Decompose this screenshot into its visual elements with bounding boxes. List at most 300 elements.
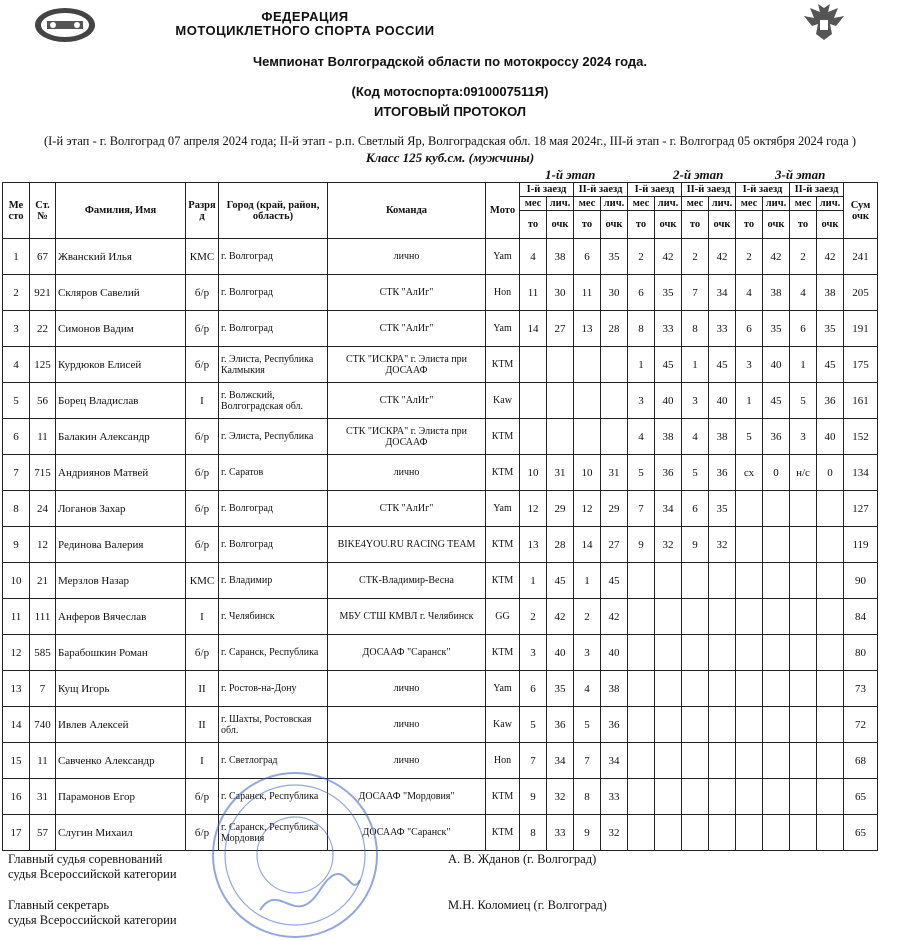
- moto-cell: Kaw: [486, 707, 520, 743]
- position-cell: 10: [574, 455, 601, 491]
- position-cell: 5: [520, 707, 547, 743]
- col-sum: Сум очк: [844, 183, 878, 239]
- stage-3-label: 3-й этап: [775, 167, 826, 182]
- table-row: [3, 455, 878, 491]
- position-cell: 6: [790, 311, 817, 347]
- position-cell: 7: [574, 743, 601, 779]
- points-cell: [709, 707, 736, 743]
- position-cell: [682, 743, 709, 779]
- points-cell: 32: [547, 779, 574, 815]
- position-cell: 14: [574, 527, 601, 563]
- sum-cell: 241: [844, 239, 878, 275]
- position-cell: [736, 815, 763, 851]
- table-row: [3, 779, 878, 815]
- position-cell: 6: [628, 275, 655, 311]
- points-cell: 35: [547, 671, 574, 707]
- points-cell: 36: [763, 419, 790, 455]
- moto-cell: КТМ: [486, 455, 520, 491]
- points-cell: 34: [547, 743, 574, 779]
- points-cell: [655, 563, 682, 599]
- table-row: [3, 743, 878, 779]
- championship-title: Чемпионат Волгоградской области по мотокроссу 2024 года.: [253, 54, 647, 69]
- points-cell: [763, 743, 790, 779]
- team-cell: СТК "ИСКРА" г. Элиста при ДОСААФ: [328, 347, 486, 383]
- city-cell: г. Волжский, Волгоградская обл.: [219, 383, 328, 419]
- position-cell: 6: [682, 491, 709, 527]
- position-cell: 5: [736, 419, 763, 455]
- points-cell: [763, 599, 790, 635]
- points-cell: 35: [655, 275, 682, 311]
- position-cell: 5: [628, 455, 655, 491]
- points-cell: 32: [601, 815, 628, 851]
- team-cell: ДОСААФ "Мордовия": [328, 779, 486, 815]
- position-cell: 11: [574, 275, 601, 311]
- city-cell: г. Саранск, Республика Мордовия: [219, 815, 328, 851]
- number-cell: 715: [30, 455, 56, 491]
- points-cell: [763, 527, 790, 563]
- team-cell: лично: [328, 707, 486, 743]
- points-cell: 36: [655, 455, 682, 491]
- points-cell: [655, 671, 682, 707]
- col-position-sub: то: [682, 211, 709, 239]
- points-cell: [817, 563, 844, 599]
- moto-cell: Hon: [486, 743, 520, 779]
- number-cell: 585: [30, 635, 56, 671]
- position-cell: 2: [628, 239, 655, 275]
- position-cell: 1: [682, 347, 709, 383]
- place-cell: 4: [3, 347, 30, 383]
- number-cell: 67: [30, 239, 56, 275]
- col-points-sub: лич.: [817, 197, 844, 211]
- team-cell: лично: [328, 455, 486, 491]
- col-points-sub: очк: [655, 211, 682, 239]
- position-cell: [790, 743, 817, 779]
- position-cell: 12: [520, 491, 547, 527]
- points-cell: 40: [601, 635, 628, 671]
- position-cell: 1: [790, 347, 817, 383]
- stage-2-label: 2-й этап: [673, 167, 724, 182]
- number-cell: 740: [30, 707, 56, 743]
- position-cell: 8: [628, 311, 655, 347]
- col-heat: I-й заезд: [520, 183, 574, 197]
- officials-names: А. В. Жданов (г. Волгоград) М.Н. Коломиец (г. Волгоград): [448, 852, 607, 912]
- points-cell: [763, 635, 790, 671]
- number-cell: 24: [30, 491, 56, 527]
- place-cell: 14: [3, 707, 30, 743]
- sum-cell: 152: [844, 419, 878, 455]
- points-cell: 45: [601, 563, 628, 599]
- points-cell: [709, 671, 736, 707]
- points-cell: [655, 743, 682, 779]
- points-cell: 45: [817, 347, 844, 383]
- points-cell: [763, 707, 790, 743]
- points-cell: 34: [601, 743, 628, 779]
- position-cell: 6: [736, 311, 763, 347]
- team-cell: ДОСААФ "Саранск": [328, 635, 486, 671]
- moto-cell: КТМ: [486, 527, 520, 563]
- col-city: Город (край, район, область): [219, 183, 328, 239]
- number-cell: 22: [30, 311, 56, 347]
- position-cell: 4: [628, 419, 655, 455]
- points-cell: 45: [763, 383, 790, 419]
- moto-cell: Hon: [486, 275, 520, 311]
- team-cell: СТК-Владимир-Весна: [328, 563, 486, 599]
- team-cell: СТК "АлИг": [328, 311, 486, 347]
- col-position-sub: то: [790, 211, 817, 239]
- points-cell: 42: [601, 599, 628, 635]
- position-cell: 8: [520, 815, 547, 851]
- points-cell: 45: [655, 347, 682, 383]
- col-place: Ме сто: [3, 183, 30, 239]
- position-cell: 2: [682, 239, 709, 275]
- position-cell: [682, 779, 709, 815]
- city-cell: г. Саранск, Республика: [219, 635, 328, 671]
- table-row: [3, 815, 878, 851]
- points-cell: 0: [817, 455, 844, 491]
- place-cell: 16: [3, 779, 30, 815]
- points-cell: 28: [547, 527, 574, 563]
- points-cell: 35: [763, 311, 790, 347]
- col-team: Команда: [328, 183, 486, 239]
- number-cell: 31: [30, 779, 56, 815]
- position-cell: 2: [790, 239, 817, 275]
- position-cell: [736, 527, 763, 563]
- moto-cell: Yam: [486, 671, 520, 707]
- position-cell: 6: [520, 671, 547, 707]
- position-cell: [736, 491, 763, 527]
- name-cell: Кущ Игорь: [56, 671, 186, 707]
- stages-info: (I-й этап - г. Волгоград 07 апреля 2024 года; II-й этап - р.п. Светлый Яр, Волгоградская обл. 18 мая 2024г., III-й этап - г. Волгоград 05 октября 2024 года ): [43, 134, 857, 148]
- points-cell: 0: [763, 455, 790, 491]
- name-cell: Симонов Вадим: [56, 311, 186, 347]
- position-cell: [628, 671, 655, 707]
- position-cell: 4: [520, 239, 547, 275]
- table-row: [3, 527, 878, 563]
- sum-cell: 84: [844, 599, 878, 635]
- points-cell: 40: [547, 635, 574, 671]
- position-cell: 14: [520, 311, 547, 347]
- position-cell: 10: [520, 455, 547, 491]
- col-moto: Мото: [486, 183, 520, 239]
- col-position-sub: то: [628, 211, 655, 239]
- col-heat: II-й заезд: [574, 183, 628, 197]
- position-cell: 7: [520, 743, 547, 779]
- position-cell: 3: [520, 635, 547, 671]
- team-cell: BIKE4YOU.RU RACING TEAM: [328, 527, 486, 563]
- position-cell: 4: [736, 275, 763, 311]
- points-cell: 27: [547, 311, 574, 347]
- name-cell: Мерзлов Назар: [56, 563, 186, 599]
- points-cell: [655, 599, 682, 635]
- class-label: Класс 125 куб.см. (мужчины): [365, 150, 535, 165]
- position-cell: 1: [628, 347, 655, 383]
- rank-cell: I: [186, 383, 219, 419]
- place-cell: 5: [3, 383, 30, 419]
- rank-cell: II: [186, 707, 219, 743]
- team-cell: СТК "АлИг": [328, 491, 486, 527]
- points-cell: [817, 599, 844, 635]
- name-cell: Анферов Вячеслав: [56, 599, 186, 635]
- col-position-sub: мес: [628, 197, 655, 211]
- position-cell: н/с: [790, 455, 817, 491]
- position-cell: 5: [574, 707, 601, 743]
- position-cell: [628, 635, 655, 671]
- name-cell: Рединова Валерия: [56, 527, 186, 563]
- col-position-sub: мес: [736, 197, 763, 211]
- points-cell: [601, 347, 628, 383]
- rank-cell: КМС: [186, 239, 219, 275]
- position-cell: 1: [574, 563, 601, 599]
- col-position-sub: мес: [682, 197, 709, 211]
- city-cell: г. Волгоград: [219, 275, 328, 311]
- table-row: [3, 275, 878, 311]
- city-cell: г. Элиста, Республика: [219, 419, 328, 455]
- points-cell: 35: [817, 311, 844, 347]
- points-cell: 42: [655, 239, 682, 275]
- col-heat: I-й заезд: [736, 183, 790, 197]
- points-cell: [709, 635, 736, 671]
- points-cell: 30: [601, 275, 628, 311]
- name-cell: Курдюков Елисей: [56, 347, 186, 383]
- points-cell: [817, 743, 844, 779]
- position-cell: 13: [520, 527, 547, 563]
- col-heat: II-й заезд: [790, 183, 844, 197]
- position-cell: 13: [574, 311, 601, 347]
- rank-cell: б/р: [186, 527, 219, 563]
- points-cell: 40: [709, 383, 736, 419]
- rank-cell: б/р: [186, 419, 219, 455]
- number-cell: 111: [30, 599, 56, 635]
- sum-cell: 175: [844, 347, 878, 383]
- name-cell: Борец Владислав: [56, 383, 186, 419]
- points-cell: [817, 635, 844, 671]
- points-cell: 28: [601, 311, 628, 347]
- federation-title: ФЕДЕРАЦИЯ МОТОЦИКЛЕТНОГО СПОРТА РОССИИ: [175, 9, 435, 38]
- points-cell: 38: [655, 419, 682, 455]
- position-cell: 2: [520, 599, 547, 635]
- city-cell: г. Шахты, Ростовская обл.: [219, 707, 328, 743]
- number-cell: 921: [30, 275, 56, 311]
- city-cell: г. Саранск, Республика: [219, 779, 328, 815]
- position-cell: 9: [574, 815, 601, 851]
- number-cell: 11: [30, 419, 56, 455]
- number-cell: 12: [30, 527, 56, 563]
- table-row: [3, 599, 878, 635]
- col-position-sub: то: [736, 211, 763, 239]
- team-cell: лично: [328, 671, 486, 707]
- points-cell: [763, 491, 790, 527]
- col-position-sub: мес: [790, 197, 817, 211]
- points-cell: 35: [601, 239, 628, 275]
- number-cell: 21: [30, 563, 56, 599]
- place-cell: 6: [3, 419, 30, 455]
- moto-cell: Kaw: [486, 383, 520, 419]
- place-cell: 12: [3, 635, 30, 671]
- position-cell: [736, 599, 763, 635]
- sum-cell: 119: [844, 527, 878, 563]
- position-cell: [628, 815, 655, 851]
- points-cell: [547, 419, 574, 455]
- points-cell: 38: [817, 275, 844, 311]
- position-cell: [736, 563, 763, 599]
- city-cell: г. Волгоград: [219, 311, 328, 347]
- position-cell: 5: [790, 383, 817, 419]
- rank-cell: II: [186, 671, 219, 707]
- position-cell: [682, 815, 709, 851]
- points-cell: [547, 383, 574, 419]
- points-cell: 34: [655, 491, 682, 527]
- city-cell: г. Волгоград: [219, 239, 328, 275]
- city-cell: г. Владимир: [219, 563, 328, 599]
- points-cell: 36: [817, 383, 844, 419]
- points-cell: [709, 779, 736, 815]
- table-row: [3, 311, 878, 347]
- rank-cell: б/р: [186, 815, 219, 851]
- position-cell: 8: [682, 311, 709, 347]
- moto-cell: КТМ: [486, 815, 520, 851]
- position-cell: [790, 635, 817, 671]
- position-cell: [682, 599, 709, 635]
- points-cell: 38: [763, 275, 790, 311]
- name-cell: Ивлев Алексей: [56, 707, 186, 743]
- position-cell: [736, 671, 763, 707]
- place-cell: 9: [3, 527, 30, 563]
- sum-cell: 65: [844, 779, 878, 815]
- points-cell: 31: [547, 455, 574, 491]
- place-cell: 1: [3, 239, 30, 275]
- points-cell: [763, 563, 790, 599]
- stage-1-label: 1-й этап: [545, 167, 596, 182]
- col-rank: Разря д: [186, 183, 219, 239]
- points-cell: [709, 563, 736, 599]
- protocol-title: ИТОГОВЫЙ ПРОТОКОЛ: [374, 104, 526, 119]
- points-cell: [763, 779, 790, 815]
- position-cell: [574, 383, 601, 419]
- number-cell: 56: [30, 383, 56, 419]
- position-cell: [790, 599, 817, 635]
- position-cell: сх: [736, 455, 763, 491]
- position-cell: 3: [574, 635, 601, 671]
- points-cell: 32: [655, 527, 682, 563]
- position-cell: [736, 635, 763, 671]
- position-cell: 7: [682, 275, 709, 311]
- position-cell: [790, 563, 817, 599]
- points-cell: 36: [601, 707, 628, 743]
- points-cell: [655, 707, 682, 743]
- team-cell: СТК "ИСКРА" г. Элиста при ДОСААФ: [328, 419, 486, 455]
- position-cell: [682, 671, 709, 707]
- position-cell: [520, 347, 547, 383]
- table-row: [3, 635, 878, 671]
- team-cell: СТК "АлИг": [328, 275, 486, 311]
- team-cell: ДОСААФ "Саранск": [328, 815, 486, 851]
- sum-cell: 205: [844, 275, 878, 311]
- points-cell: 33: [655, 311, 682, 347]
- sum-cell: 127: [844, 491, 878, 527]
- sum-cell: 134: [844, 455, 878, 491]
- position-cell: 12: [574, 491, 601, 527]
- name-cell: Слугин Михаил: [56, 815, 186, 851]
- moto-cell: КТМ: [486, 635, 520, 671]
- points-cell: [655, 815, 682, 851]
- position-cell: [790, 527, 817, 563]
- position-cell: 1: [520, 563, 547, 599]
- sum-cell: 191: [844, 311, 878, 347]
- moto-cell: КТМ: [486, 419, 520, 455]
- moto-cell: Yam: [486, 491, 520, 527]
- position-cell: [790, 779, 817, 815]
- motorcycle-federation-logo-icon: [33, 6, 97, 44]
- position-cell: 2: [574, 599, 601, 635]
- points-cell: 40: [763, 347, 790, 383]
- number-cell: 57: [30, 815, 56, 851]
- position-cell: 4: [790, 275, 817, 311]
- position-cell: 2: [736, 239, 763, 275]
- points-cell: [655, 779, 682, 815]
- position-cell: [790, 491, 817, 527]
- moto-cell: Yam: [486, 311, 520, 347]
- points-cell: 45: [709, 347, 736, 383]
- col-position-sub: то: [574, 211, 601, 239]
- points-cell: 38: [601, 671, 628, 707]
- city-cell: г. Волгоград: [219, 527, 328, 563]
- col-position-sub: мес: [520, 197, 547, 211]
- sum-cell: 90: [844, 563, 878, 599]
- sum-cell: 161: [844, 383, 878, 419]
- points-cell: [817, 671, 844, 707]
- position-cell: [574, 347, 601, 383]
- moto-cell: КТМ: [486, 347, 520, 383]
- points-cell: 29: [547, 491, 574, 527]
- points-cell: 33: [601, 779, 628, 815]
- points-cell: 42: [547, 599, 574, 635]
- points-cell: 29: [601, 491, 628, 527]
- position-cell: [790, 707, 817, 743]
- russian-eagle-emblem-icon: [800, 2, 848, 42]
- position-cell: [628, 707, 655, 743]
- points-cell: [763, 671, 790, 707]
- city-cell: г. Челябинск: [219, 599, 328, 635]
- city-cell: г. Светлоград: [219, 743, 328, 779]
- points-cell: 45: [547, 563, 574, 599]
- position-cell: [520, 383, 547, 419]
- position-cell: [682, 563, 709, 599]
- number-cell: 7: [30, 671, 56, 707]
- position-cell: 4: [682, 419, 709, 455]
- city-cell: г. Элиста, Республика Калмыкия: [219, 347, 328, 383]
- position-cell: 4: [574, 671, 601, 707]
- team-cell: лично: [328, 743, 486, 779]
- position-cell: 9: [520, 779, 547, 815]
- col-points-sub: лич.: [601, 197, 628, 211]
- rank-cell: I: [186, 743, 219, 779]
- points-cell: 31: [601, 455, 628, 491]
- points-cell: 36: [547, 707, 574, 743]
- position-cell: [682, 635, 709, 671]
- points-cell: [817, 707, 844, 743]
- col-points-sub: лич.: [547, 197, 574, 211]
- col-points-sub: очк: [817, 211, 844, 239]
- points-cell: 38: [709, 419, 736, 455]
- table-row: [3, 563, 878, 599]
- name-cell: Андриянов Матвей: [56, 455, 186, 491]
- points-cell: [817, 815, 844, 851]
- place-cell: 15: [3, 743, 30, 779]
- points-cell: 34: [709, 275, 736, 311]
- points-cell: 40: [817, 419, 844, 455]
- col-position-sub: то: [520, 211, 547, 239]
- position-cell: 3: [628, 383, 655, 419]
